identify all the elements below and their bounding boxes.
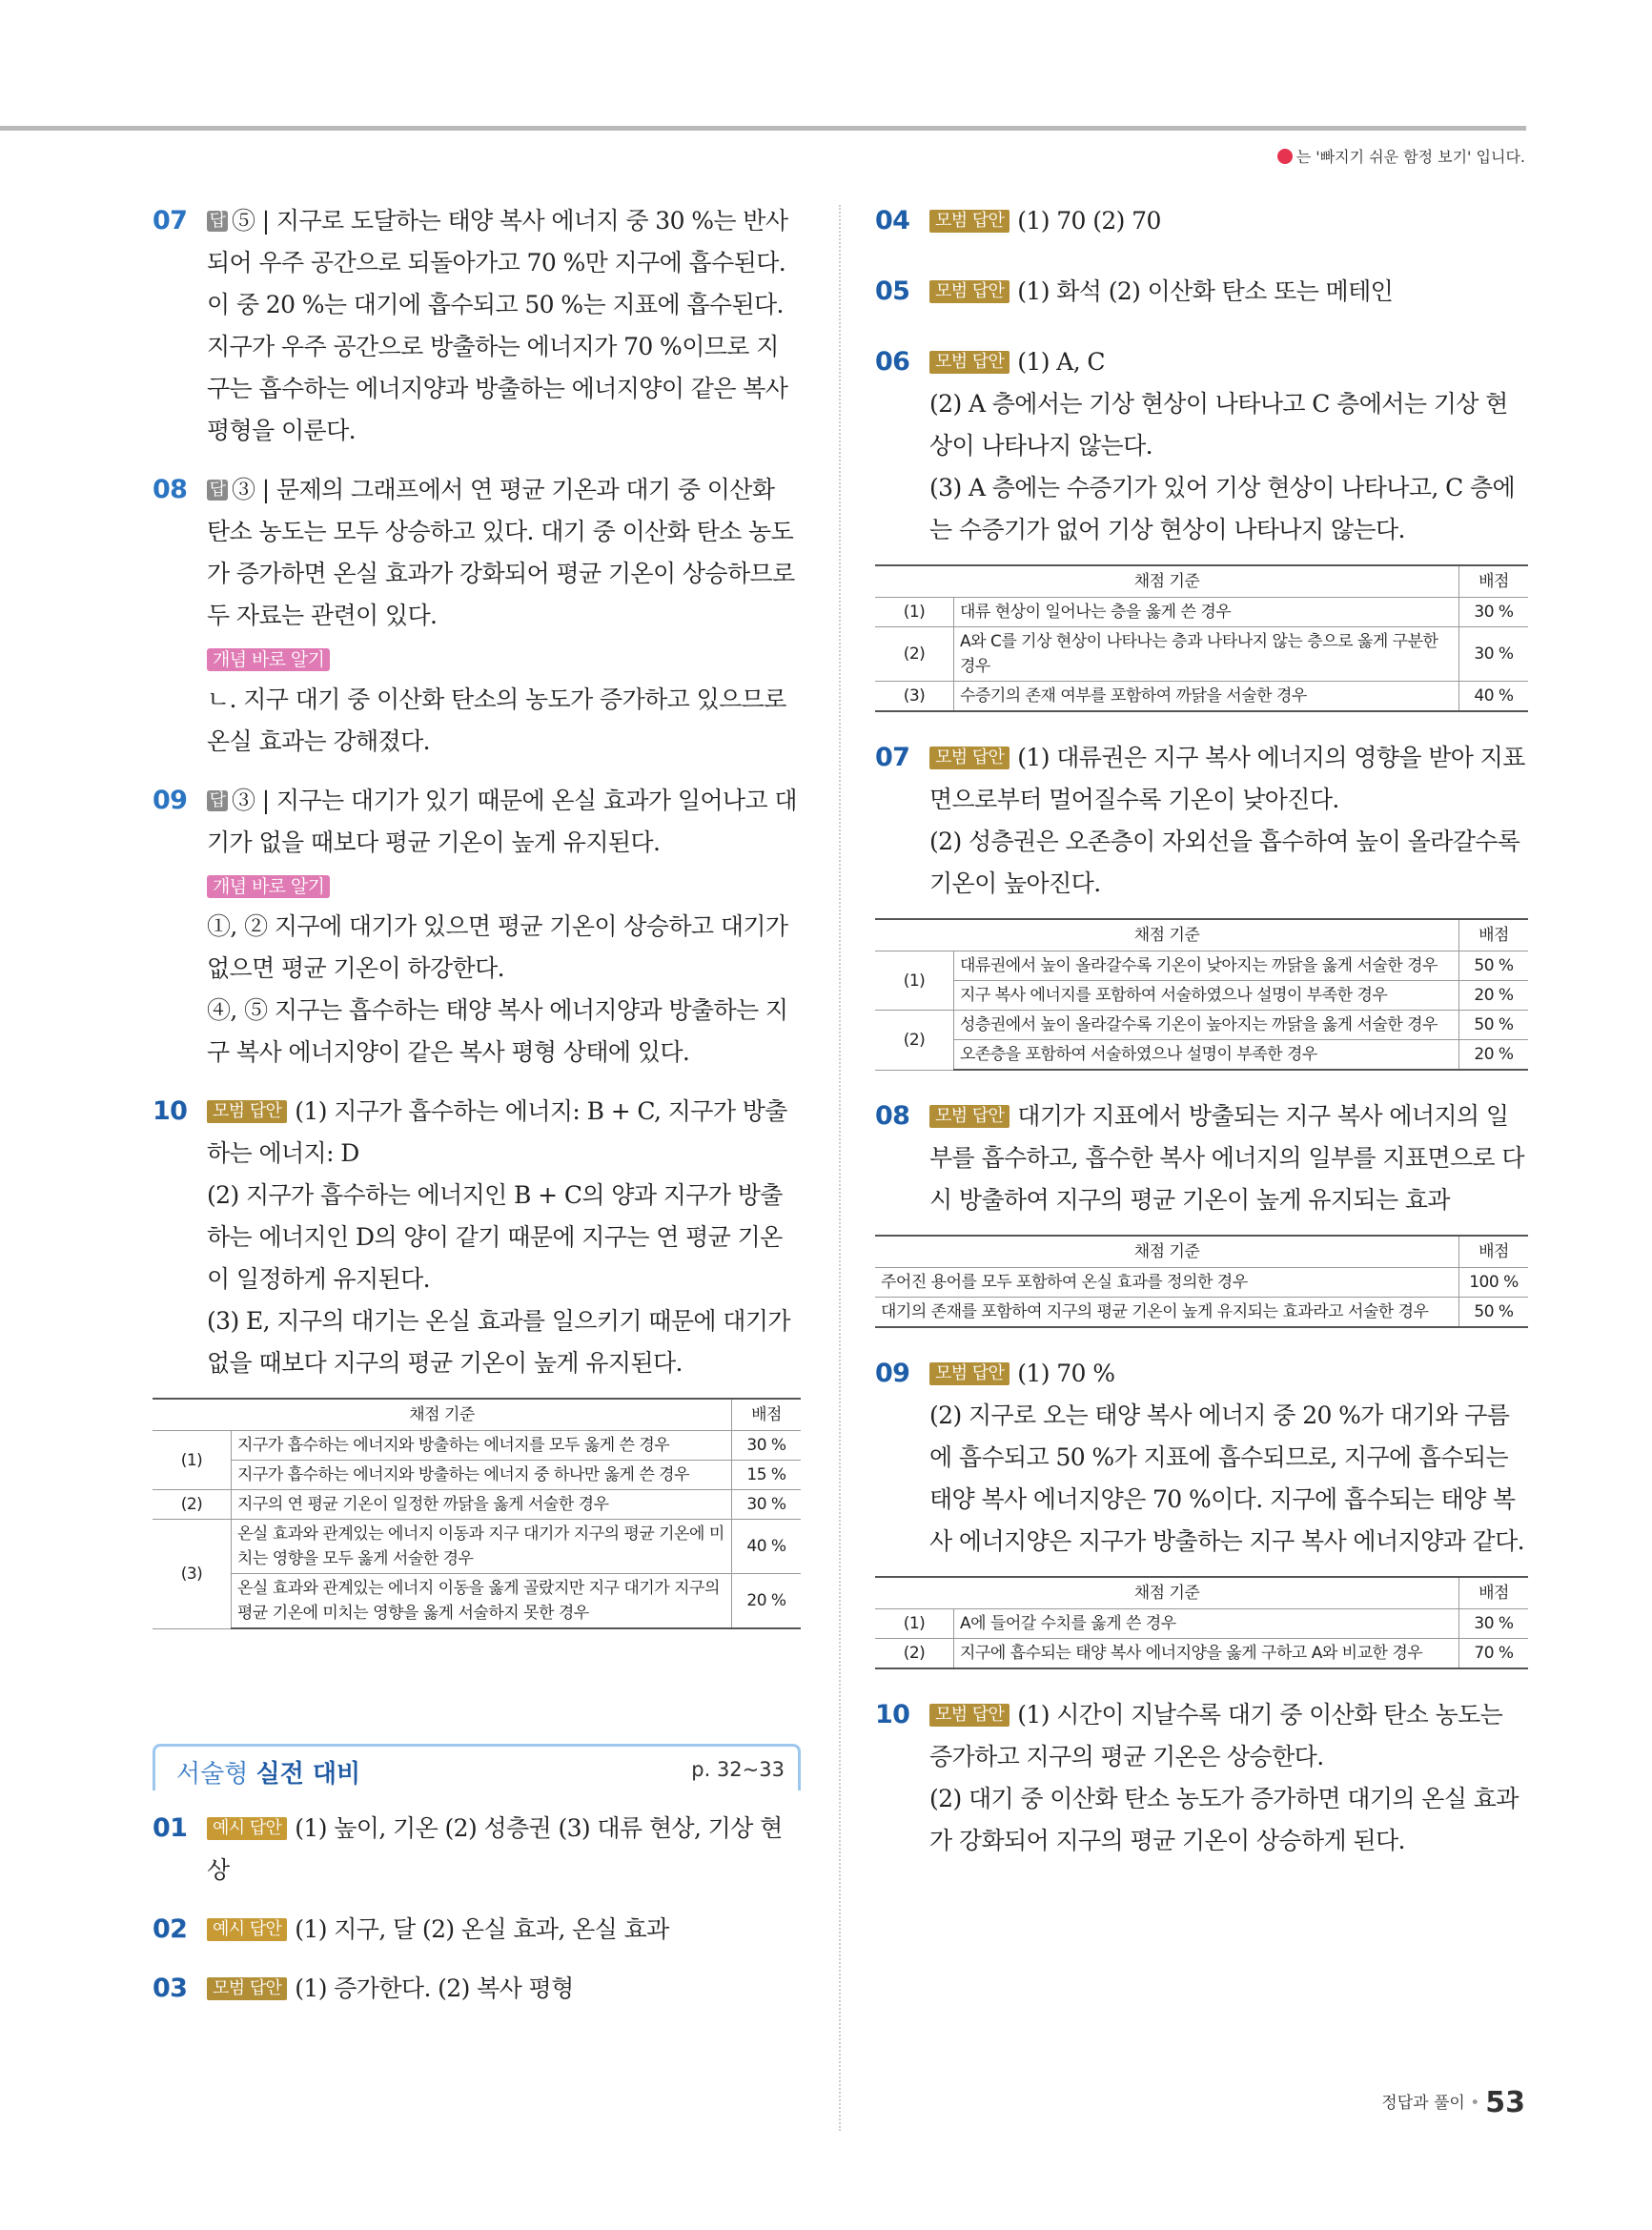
table-header: 채점 기준 <box>875 1577 1459 1609</box>
essay-answer-07 <box>875 737 1528 905</box>
concept-tip-line: ①, ② 지구에 대기가 있으면 평균 기온이 상승하고 대기가 없으면 평균 기온이 하강한다. <box>207 912 788 982</box>
answer-part: (2) 성층권은 오존층이 자외선을 흡수하여 높이 올라갈수록 기온이 높아진다. <box>929 828 1520 897</box>
table-row: (2) 성층권에서 높이 올라갈수록 기온이 높아지는 까닭을 옳게 서술한 경우 50 % <box>875 1011 1528 1040</box>
table-row: 주어진 용어를 모두 포함하여 온실 효과를 정의한 경우 100 % <box>875 1268 1528 1298</box>
answer-text: (1) 증가한다. (2) 복사 평형 <box>295 1974 574 2002</box>
table-row: 온실 효과와 관계있는 에너지 이동을 옳게 골랐지만 지구 대기가 지구의 평균 기온에 미치는 영향을 옳게 서술하지 못한 경우 20 % <box>153 1574 801 1629</box>
concept-tip-text: ㄴ. 지구 대기 중 이산화 탄소의 농도가 증가하고 있으므로 온실 효과는 강해졌다. <box>207 685 786 755</box>
footer-label: 정답과 풀이 <box>1381 2094 1465 2113</box>
answer-icon: 답 <box>207 790 228 811</box>
answer-text: (1) 높이, 기온 (2) 성층권 (3) 대류 현상, 기상 현상 <box>207 1814 783 1884</box>
answer-text: (1) 화석 (2) 이산화 탄소 또는 메테인 <box>1017 277 1394 305</box>
answer-part: (1) 시간이 지날수록 대기 중 이산화 탄소 농도는 증가하고 지구의 평균 기온은 상승한다. <box>929 1701 1503 1770</box>
concept-tip-label: 개념 바로 알기 <box>207 648 330 671</box>
question-number: 09 <box>875 1359 910 1388</box>
model-answer-tag: 모범 답안 <box>929 1105 1010 1128</box>
question-number: 02 <box>153 1914 188 1944</box>
answer-part: (1) 지구가 흡수하는 에너지: B + C, 지구가 방출하는 에너지: D <box>207 1097 787 1167</box>
essay-answer-05 <box>875 271 1528 313</box>
table-header: 배점 <box>1459 919 1529 951</box>
table-header: 채점 기준 <box>875 919 1459 951</box>
answer-part: (3) A 층에는 수증기가 있어 기상 현상이 나타나고, C 층에는 수증기가 없어 기상 현상이 나타나지 않는다. <box>929 474 1516 543</box>
table-row: (2) 지구의 연 평균 기온이 일정한 까닭을 옳게 서술한 경우 30 % <box>153 1490 801 1520</box>
table-row: (1) 대류 현상이 일어나는 층을 옳게 쓴 경우 30 % <box>875 598 1528 627</box>
table-row: (2) 지구에 흡수되는 태양 복사 에너지양을 옳게 구하고 A와 비교한 경우 70 % <box>875 1639 1528 1669</box>
essay-answer-10 <box>875 1694 1528 1862</box>
essay-answer-04 <box>875 200 1528 242</box>
model-answer-tag: 모범 답안 <box>929 1704 1010 1727</box>
answer-choice: ⑤ <box>232 207 255 235</box>
model-answer-tag: 모범 답안 <box>929 351 1010 374</box>
question-number: 10 <box>153 1096 188 1126</box>
section-pages: p. 32~33 <box>691 1758 785 1781</box>
answer-icon: 답 <box>207 480 228 501</box>
table-header: 채점 기준 <box>153 1399 732 1431</box>
table-header: 채점 기준 <box>875 1236 1459 1268</box>
table-row: (1) 지구가 흡수하는 에너지와 방출하는 에너지를 모두 옳게 쓴 경우 30 % <box>153 1431 801 1461</box>
section-title: 서술형 실전 대비 <box>176 1760 361 1789</box>
essay-answer-03 <box>153 1968 801 2010</box>
question-number: 08 <box>153 475 188 504</box>
table-row: 대기의 존재를 포함하여 지구의 평균 기온이 높게 유지되는 효과라고 서술한 경우 50 % <box>875 1298 1528 1328</box>
answer-icon: 답 <box>207 211 228 232</box>
table-header: 배점 <box>1459 1236 1529 1268</box>
model-answer-tag: 모범 답안 <box>929 210 1010 233</box>
question-number: 03 <box>153 1974 188 2003</box>
trap-legend <box>1277 145 1525 167</box>
question-number: 09 <box>153 786 188 815</box>
table-row: (3) 온실 효과와 관계있는 에너지 이동과 지구 대기가 지구의 평균 기온에 미치는 영향을 모두 옳게 서술한 경우 40 % <box>153 1520 801 1574</box>
question-number: 04 <box>875 206 910 235</box>
scoring-table <box>875 564 1528 712</box>
concept-tip-line: ④, ⑤ 지구는 흡수하는 태양 복사 에너지양과 방출하는 지구 복사 에너지양이 같은 복사 평형 상태에 있다. <box>207 996 788 1066</box>
answer-part: (2) 지구가 흡수하는 에너지인 B + C의 양과 지구가 방출하는 에너지인 D의 양이 같기 때문에 지구는 연 평균 기온이 일정하게 유지된다. <box>207 1181 783 1293</box>
table-row: (2) A와 C를 기상 현상이 나타나는 층과 나타나지 않는 층으로 옳게 구분한 경우 30 % <box>875 627 1528 682</box>
table-header: 배점 <box>1459 1577 1529 1609</box>
answer-07 <box>153 200 801 452</box>
question-number: 06 <box>875 347 910 377</box>
answer-part: (1) 대류권은 지구 복사 에너지의 영향을 받아 지표면으로부터 멀어질수록 기온이 낮아진다. <box>929 744 1525 813</box>
answer-text: 대기가 지표에서 방출되는 지구 복사 에너지의 일부를 흡수하고, 흡수한 복사 에너지의 일부를 지표면으로 다시 방출하여 지구의 평균 기온이 높게 유지되는 효과 <box>929 1102 1524 1214</box>
example-answer-tag: 예시 답안 <box>207 1817 287 1840</box>
model-answer-tag: 모범 답안 <box>929 1362 1010 1385</box>
question-number: 10 <box>875 1700 910 1729</box>
answer-text: (1) 지구, 달 (2) 온실 효과, 온실 효과 <box>295 1915 669 1943</box>
answer-part: (1) A, C <box>1017 348 1105 376</box>
answer-10 <box>153 1091 801 1384</box>
explanation: | 지구는 대기가 있기 때문에 온실 효과가 일어나고 대기가 없을 때보다 평균 기온이 높게 유지된다. <box>207 787 797 856</box>
table-row: (3) 수증기의 존재 여부를 포함하여 까닭을 서술한 경우 40 % <box>875 682 1528 712</box>
explanation: | 문제의 그래프에서 연 평균 기온과 대기 중 이산화 탄소 농도는 모두 상승하고 있다. 대기 중 이산화 탄소 농도가 증가하면 온실 효과가 강화되어 평균 기온이 상승하므로 두 자료는 관련이 있다. <box>207 476 795 629</box>
table-row: (1) A에 들어갈 수치를 옳게 쓴 경우 30 % <box>875 1609 1528 1639</box>
warning-icon <box>1277 149 1293 164</box>
answer-08 <box>153 469 801 763</box>
scoring-table <box>875 918 1528 1071</box>
question-number: 05 <box>875 276 910 306</box>
answer-part: (2) A 층에서는 기상 현상이 나타나고 C 층에서는 기상 현상이 나타나지 않는다. <box>929 390 1508 460</box>
scoring-table <box>153 1398 801 1629</box>
model-answer-tag: 모범 답안 <box>929 747 1010 769</box>
example-answer-tag: 예시 답안 <box>207 1918 287 1941</box>
model-answer-tag: 모범 답안 <box>207 1977 287 2000</box>
essay-answer-01 <box>153 1808 801 1892</box>
table-row: 오존층을 포함하여 서술하였으나 설명이 부족한 경우 20 % <box>875 1040 1528 1071</box>
model-answer-tag: 모범 답안 <box>207 1100 287 1123</box>
table-header: 채점 기준 <box>875 565 1459 598</box>
question-number: 08 <box>875 1101 910 1131</box>
model-answer-tag: 모범 답안 <box>929 280 1010 303</box>
question-number: 07 <box>875 743 910 772</box>
page-number: 53 <box>1485 2086 1525 2119</box>
table-header: 배점 <box>732 1399 802 1431</box>
left-column <box>153 200 801 2010</box>
section-header <box>153 1744 801 1790</box>
scoring-table <box>875 1235 1528 1328</box>
answer-choice: ③ <box>232 787 255 814</box>
scoring-table <box>875 1576 1528 1669</box>
answer-text: (1) 70 (2) 70 <box>1017 207 1161 235</box>
concept-tip-label: 개념 바로 알기 <box>207 875 330 898</box>
page-footer: 정답과 풀이 • 53 <box>1381 2086 1525 2119</box>
trap-legend-text: 는 '빠지기 쉬운 함정 보기' 입니다. <box>1295 148 1525 166</box>
table-row: (1) 대류권에서 높이 올라갈수록 기온이 낮아지는 까닭을 옳게 서술한 경우 50 % <box>875 951 1528 981</box>
essay-answer-08 <box>875 1095 1528 1221</box>
explanation: | 지구로 도달하는 태양 복사 에너지 중 30 %는 반사되어 우주 공간으로 되돌아가고 70 %만 지구에 흡수된다. 이 중 20 %는 대기에 흡수되고 50 %는 지표에 흡수된다. 지구가 우주 공간으로 방출하는 에너지가 70 %이므로 지구는 흡수하는 에너지양과 방출하는 에너지양이 같은 복사 평형을 이룬다. <box>207 207 788 444</box>
answer-part: (1) 70 % <box>1017 1360 1115 1387</box>
column-divider <box>839 205 841 2131</box>
table-row: 지구가 흡수하는 에너지와 방출하는 에너지 중 하나만 옳게 쓴 경우 15 % <box>153 1461 801 1490</box>
answer-choice: ③ <box>232 476 255 503</box>
question-number: 07 <box>153 206 188 235</box>
essay-answer-02 <box>153 1909 801 1951</box>
answer-part: (2) 지구로 오는 태양 복사 에너지 중 20 %가 대기와 구름에 흡수되고 50 %가 지표에 흡수되므로, 지구에 흡수되는 태양 복사 에너지양은 70 %이다. 지구에 흡수되는 태양 복사 에너지양은 지구가 방출하는 지구 복사 에너지양과 같다. <box>929 1401 1524 1555</box>
answer-09 <box>153 780 801 1074</box>
answer-part: (2) 대기 중 이산화 탄소 농도가 증가하면 대기의 온실 효과가 강화되어 지구의 평균 기온이 상승하게 된다. <box>929 1785 1519 1854</box>
question-number: 01 <box>153 1813 188 1843</box>
answer-part: (3) E, 지구의 대기는 온실 효과를 일으키기 때문에 대기가 없을 때보다 지구의 평균 기온이 높게 유지된다. <box>207 1307 790 1377</box>
right-column <box>875 200 1528 1862</box>
essay-answer-09 <box>875 1353 1528 1563</box>
table-row: 지구 복사 에너지를 포함하여 서술하였으나 설명이 부족한 경우 20 % <box>875 981 1528 1011</box>
essay-answer-06 <box>875 341 1528 551</box>
table-header: 배점 <box>1459 565 1529 598</box>
top-rule <box>0 126 1526 131</box>
